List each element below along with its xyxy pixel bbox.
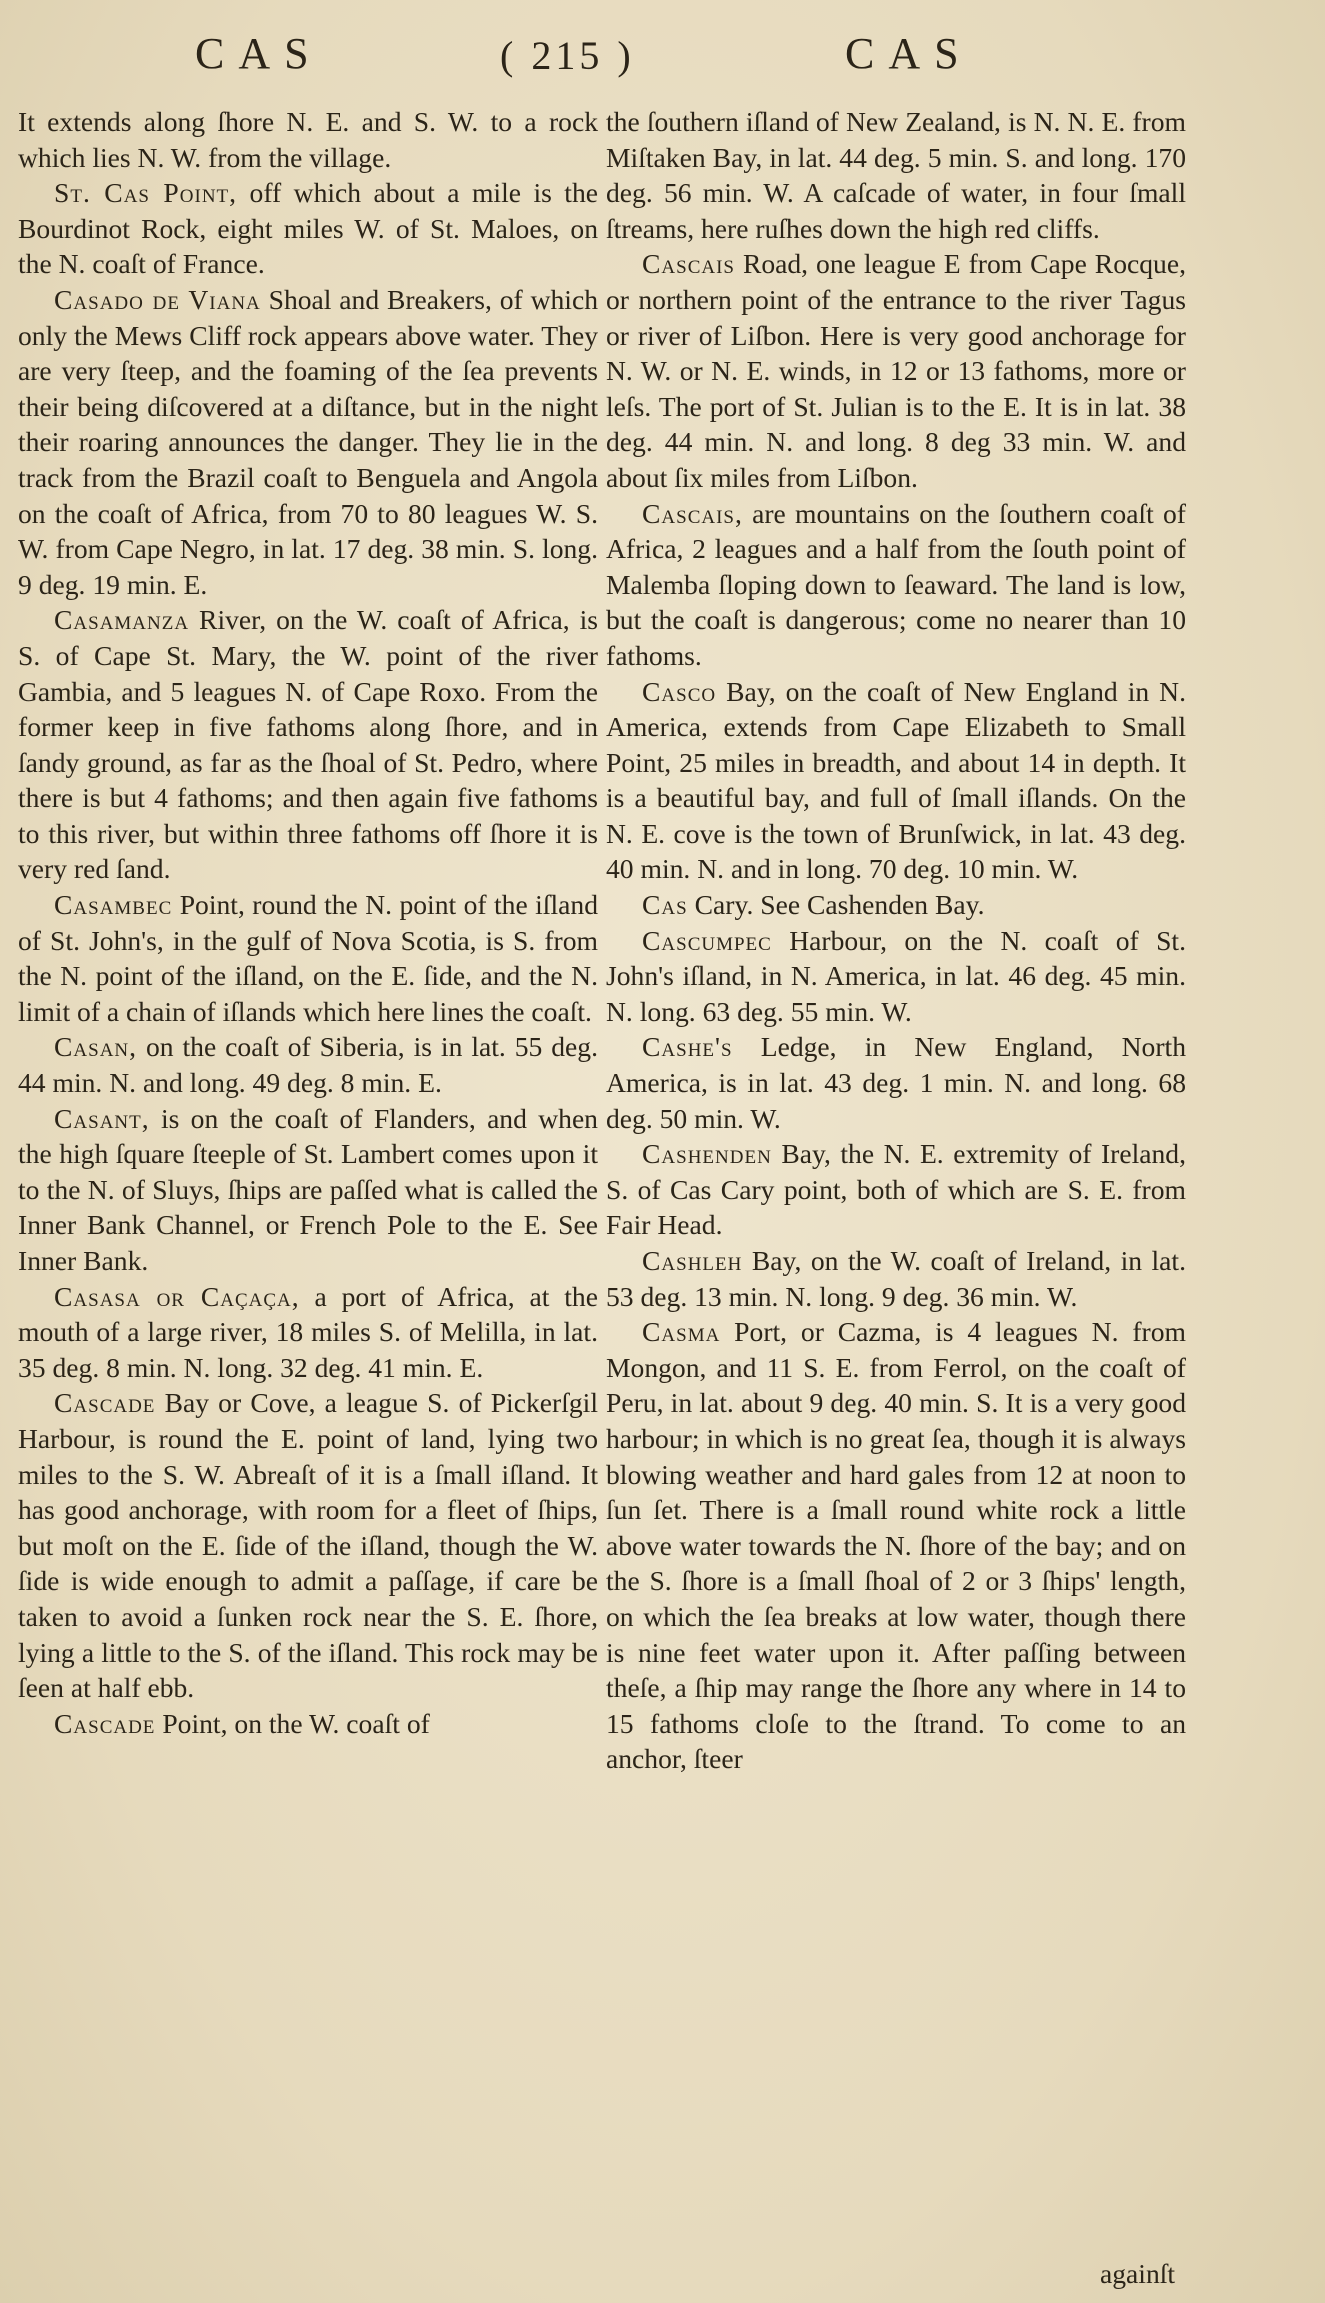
gazetteer-entry [18, 175, 598, 282]
entry-text: Cary. See Cashenden Bay. [694, 889, 985, 921]
entry-text: Bay, on the W. coaſt of Ireland, in lat. 53 deg. 13 min. N. long. 9 deg. 36 min. W. [606, 1245, 1186, 1312]
entry-headword: Cashe's [642, 1031, 733, 1063]
gazetteer-entry [606, 496, 1186, 674]
gazetteer-entry [18, 282, 598, 602]
entry-text: River, on the W. coaſt of Africa, is S. of Cape St. Mary, the W. point of the river Gambia, and 5 leagues N. of Cape Roxo. From the former keep in five fathoms along ſhore, and in ſandy ground, as far as the ſhoal of St. Pedro, where there is but 4 fathoms; and then again five fathoms to this river, but within three fathoms off ſhore it is very red ſand. [18, 604, 598, 885]
entry-headword: Cascade [54, 1707, 156, 1739]
entry-text: Road, one league E from Cape Rocque, or northern point of the entrance to the river Tagus or river of Liſbon. Here is very good anchorage for N. W. or N. E. winds, in 12 or 13 fathoms, more or leſs. The port of St. Julian is to the E. It is in lat. 38 deg. 44 min. N. and long. 8 deg 33 min. W. and about ſix miles from Liſbon. [606, 248, 1186, 493]
entry-headword: Cashleh [642, 1245, 743, 1276]
entry-headword: Casasa or Caçaça, [54, 1280, 300, 1312]
entry-text: Point, on the W. coaſt of [162, 1707, 430, 1739]
gazetteer-entry [606, 887, 1186, 923]
entry-headword: Cascais, [642, 497, 743, 529]
gazetteer-entry [606, 923, 1186, 1030]
header-left: CAS [195, 29, 323, 78]
entry-text: Bay, the N. E. extremity of Ireland, S. of Cas Cary point, both of which are S. E. from Fair Head. [606, 1138, 1186, 1241]
gazetteer-entry [606, 674, 1186, 888]
entry-text: a port of Africa, at the mouth of a large river, 18 miles S. of Melilla, in lat. 35 deg. 8 min. N. long. 32 deg. 41 min. E. [18, 1280, 598, 1383]
gazetteer-entry [18, 104, 598, 175]
entry-headword: Casco [642, 675, 717, 707]
gazetteer-entry [606, 1029, 1186, 1136]
gazetteer-entry [18, 602, 598, 887]
gazetteer-entry [606, 246, 1186, 495]
entry-text: Port, or Cazma, is 4 leagues N. from Mongon, and 11 S. E. from Ferrol, on the coaſt of Peru, in lat. about 9 deg. 40 min. S. It is a very good harbour; in which is no great ſea, though it is always blowing weather and hard gales from 12 at noon to ſun ſet. There is a ſmall round white rock a little above water towards the N. ſhore of the bay; and on the S. ſhore is a ſmall ſhoal of 2 or 3 ſhips' length, on which the ſea breaks at low water, though there is nine feet water upon it. After paſſing between theſe, a ſhip may range the ſhore any where in 14 to 15 fathoms cloſe to the ſtrand. To come to an anchor, ſteer [606, 1316, 1186, 1775]
gazetteer-entry [606, 1243, 1186, 1314]
gazetteer-entry [18, 1029, 598, 1100]
running-header [0, 28, 1325, 88]
entry-headword: Cashenden [642, 1138, 772, 1170]
gazetteer-entry [18, 1101, 598, 1279]
entry-headword: Cas [642, 889, 688, 921]
entry-headword: Casma [642, 1316, 721, 1348]
entry-text: the ſouthern iſland of New Zealand, is N. N. E. from Miſtaken Bay, in lat. 44 deg. 5 min. S. and long. 170 deg. 56 min. W. A caſcade of water, in four ſmall ſtreams, here ruſhes down the high red cliffs. [606, 106, 1186, 244]
entry-text: Point, round the N. point of the iſland of St. John's, in the gulf of Nova Scotia, is S. from the N. point of the iſland, on the E. ſide, and the N. limit of a chain of iſlands which here lines the coaſt. [18, 889, 598, 1027]
gazetteer-entry [18, 887, 598, 1029]
entry-headword: Casambec [54, 889, 173, 921]
entry-headword: Cascade [54, 1387, 156, 1419]
entry-text: off which about a mile is the Bourdinot Rock, eight miles W. of St. Maloes, on the N. coaſt of France. [18, 177, 598, 280]
gazetteer-entry [606, 1136, 1186, 1243]
entry-text: on the coaſt of Siberia, is in lat. 55 deg. 44 min. N. and long. 49 deg. 8 min. E. [18, 1031, 598, 1099]
entry-headword: Cascumpec [642, 924, 772, 956]
gazetteer-entry [18, 1279, 598, 1386]
entry-text: Harbour, on the N. coaſt of St. John's iſland, in N. America, in lat. 46 deg. 45 min. N. long. 63 deg. 55 min. W. [606, 924, 1187, 1027]
entry-headword: St. Cas Point, [54, 177, 238, 209]
entry-headword: Casan, [54, 1031, 138, 1063]
entry-headword: Cascais [642, 248, 735, 280]
gazetteer-entry [18, 1385, 598, 1705]
gazetteer-entry [18, 1706, 598, 1742]
entry-headword: Casant, [54, 1102, 150, 1134]
entry-text: Bay or Cove, a league S. of Pickerſgil Harbour, is round the E. point of land, lying two miles to the S. W. Abreaſt of it is a ſmall iſland. It has good anchorage, with room for a fleet of ſhips, but moſt on the E. ſide of the iſland, though the W. ſide is wide enough to admit a paſſage, if care be taken to avoid a ſunken rock near the S. E. ſhore, lying a little to the S. of the iſland. This rock may be ſeen at half ebb. [18, 1387, 598, 1704]
entry-text: Shoal and Breakers, of which only the Mews Cliff rock appears above water. They are very ſteep, and the foaming of the ſea prevents their being diſcovered at a diſtance, but in the night their roaring announces the danger. They lie in the track from the Brazil coaſt to Benguela and Angola on the coaſt of Africa, from 70 to 80 leagues W. S. W. from Cape Negro, in lat. 17 deg. 38 min. S. long. 9 deg. 19 min. E. [18, 283, 599, 600]
entry-text: It extends along ſhore N. E. and S. W. to a rock which lies N. W. from the village. [18, 106, 598, 173]
entry-text: Bay, on the coaſt of New England in N. America, extends from Cape Elizabeth to Small Point, 25 miles in breadth, and about 14 in depth. It is a beautiful bay, and full of ſmall iſlands. On the N. E. cove is the town of Brunſwick, in lat. 43 deg. 40 min. N. and in long. 70 deg. 10 min. W. [606, 675, 1186, 885]
entry-text: Ledge, in New England, North America, is in lat. 43 deg. 1 min. N. and long. 68 deg. 50 min. W. [606, 1031, 1187, 1134]
entry-text: is on the coaſt of Flanders, and when the high ſquare ſteeple of St. Lambert comes upon it to the N. of Sluys, ſhips are paſſed what is called the Inner Bank Channel, or French Pole to the E. See Inner Bank. [18, 1102, 598, 1276]
right-column [606, 104, 1186, 1777]
catchword: againſt [1100, 2258, 1176, 2289]
header-right: CAS [845, 29, 973, 78]
entry-headword: Casamanza [54, 604, 190, 636]
entry-text: are mountains on the ſouthern coaſt of Africa, 2 leagues and a half from the ſouth point of Malemba ſloping down to ſeaward. The land is low, but the coaſt is dangerous; come no nearer than 10 fathoms. [606, 497, 1186, 671]
entry-headword: Casado de Viana [54, 283, 261, 315]
gazetteer-entry [606, 104, 1186, 246]
page-number: ( 215 ) [500, 33, 635, 78]
left-column [18, 104, 598, 1741]
gazetteer-entry [606, 1314, 1186, 1777]
